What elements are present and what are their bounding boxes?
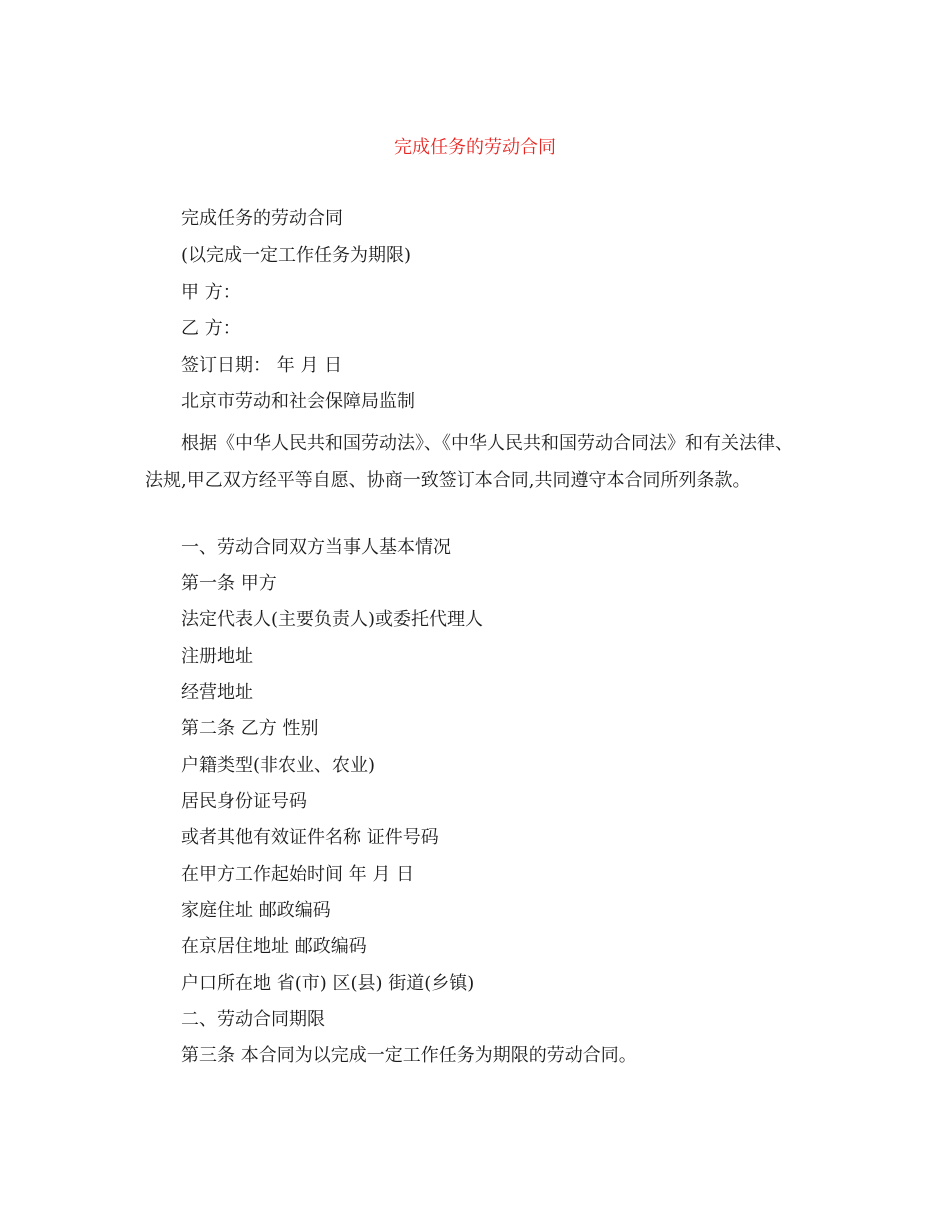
preamble-paragraph: 根据《中华人民共和国劳动法》、《中华人民共和国劳动合同法》和有关法律、法规,甲乙双方经平等自愿、协商一致签订本合同,共同遵守本合同所列条款。 — [145, 433, 793, 491]
field-line: 户籍类型(非农业、农业) — [181, 755, 376, 776]
party-b-line: 乙 方： — [181, 318, 241, 339]
contract-subheading: (以完成一定工作任务为期限) — [181, 245, 412, 266]
document-title: 完成任务的劳动合同 — [394, 137, 556, 158]
field-line: 经营地址 — [181, 682, 253, 703]
field-line: 在甲方工作起始时间 年 月 日 — [181, 864, 415, 885]
article-line: 第二条 乙方 性别 — [181, 718, 319, 739]
section-heading: 二、劳动合同期限 — [181, 1009, 325, 1030]
party-a-line: 甲 方： — [181, 282, 241, 303]
signing-date-line: 签订日期： 年 月 日 — [181, 355, 343, 376]
contract-heading: 完成任务的劳动合同 — [181, 208, 343, 229]
field-line: 户口所在地 省(市) 区(县) 街道(乡镇) — [181, 973, 475, 994]
field-line: 在京居住地址 邮政编码 — [181, 936, 367, 957]
field-line: 或者其他有效证件名称 证件号码 — [181, 827, 439, 848]
article-line: 第三条 本合同为以完成一定工作任务为期限的劳动合同。 — [181, 1045, 637, 1066]
field-line: 法定代表人(主要负责人)或委托代理人 — [181, 609, 484, 630]
field-line: 注册地址 — [181, 646, 253, 667]
field-line: 居民身份证号码 — [181, 791, 307, 812]
supervisor-line: 北京市劳动和社会保障局监制 — [181, 391, 415, 412]
field-line: 家庭住址 邮政编码 — [181, 900, 331, 921]
section-heading: 一、劳动合同双方当事人基本情况 — [181, 537, 451, 558]
article-line: 第一条 甲方 — [181, 573, 277, 594]
